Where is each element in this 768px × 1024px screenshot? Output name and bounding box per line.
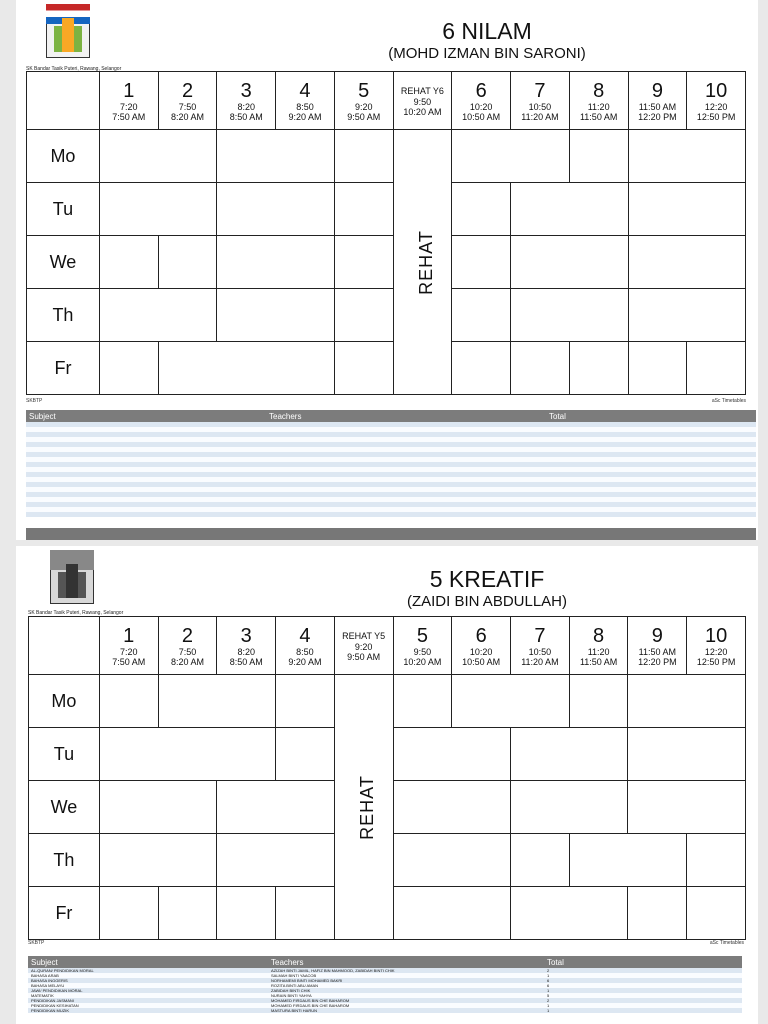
lesson-cell bbox=[217, 887, 276, 940]
subject-summary-table bbox=[26, 410, 756, 517]
timetable-page-6-nilam bbox=[16, 0, 758, 540]
lesson-cell bbox=[158, 887, 217, 940]
lesson-cell bbox=[99, 236, 158, 289]
lesson-cell bbox=[393, 887, 510, 940]
lesson-cell bbox=[217, 183, 334, 236]
rehat-column: REHAT bbox=[334, 675, 393, 940]
day-label: Mo bbox=[27, 130, 100, 183]
lesson-cell bbox=[99, 887, 158, 940]
period-2-header: 2 7:50 8:20 AM bbox=[158, 72, 217, 130]
table-row: PENDIDIKAN MUZIK MASTURA BINTI HARUN 1 bbox=[28, 1008, 742, 1013]
rehat-header: REHAT Y6 9:50 10:20 AM bbox=[393, 72, 452, 130]
period-5-header: 5 9:20 9:50 AM bbox=[334, 72, 393, 130]
lesson-cell bbox=[628, 183, 745, 236]
lesson-cell bbox=[452, 289, 511, 342]
period-3-header: 3 8:20 8:50 AM bbox=[217, 72, 276, 130]
class-teacher: (MOHD IZMAN BIN SARONI) bbox=[388, 45, 586, 62]
period-10-header: 10 12:20 12:50 PM bbox=[687, 72, 746, 130]
lesson-cell bbox=[452, 675, 569, 728]
corner-cell bbox=[27, 72, 100, 130]
lesson-cell bbox=[276, 728, 335, 781]
lesson-cell bbox=[158, 342, 334, 395]
lesson-cell bbox=[99, 781, 216, 834]
lesson-cell bbox=[511, 781, 628, 834]
lesson-cell bbox=[687, 887, 746, 940]
lesson-cell bbox=[628, 130, 745, 183]
lesson-cell bbox=[334, 183, 393, 236]
footer-right: aSc Timetables bbox=[709, 940, 744, 946]
period-6-header: 6 10:20 10:50 AM bbox=[452, 617, 511, 675]
lesson-cell bbox=[217, 834, 334, 887]
period-6-header: 6 10:20 10:50 AM bbox=[452, 72, 511, 130]
lesson-cell bbox=[628, 781, 746, 834]
lesson-cell bbox=[511, 183, 628, 236]
day-row-th bbox=[27, 289, 746, 342]
period-5-header: 5 9:50 10:20 AM bbox=[393, 617, 452, 675]
day-label: Fr bbox=[29, 887, 100, 940]
table-row: BAHASA MELAYU ROZITA BINTI ABU AMAN 6 bbox=[28, 983, 742, 988]
day-row-we bbox=[27, 236, 746, 289]
period-9-header: 9 11:50 AM 12:20 PM bbox=[628, 617, 687, 675]
lesson-cell bbox=[393, 834, 510, 887]
rehat-header: REHAT Y5 9:20 9:50 AM bbox=[334, 617, 393, 675]
lesson-cell bbox=[217, 130, 334, 183]
lesson-cell bbox=[511, 289, 628, 342]
timetable-grid bbox=[26, 71, 746, 395]
period-header-row bbox=[27, 72, 746, 130]
lesson-cell bbox=[452, 342, 511, 395]
day-row-tu bbox=[27, 183, 746, 236]
class-title bbox=[216, 566, 758, 610]
lesson-cell bbox=[99, 834, 216, 887]
lesson-cell bbox=[276, 675, 335, 728]
day-label: Tu bbox=[29, 728, 100, 781]
lesson-cell bbox=[334, 289, 393, 342]
lesson-cell bbox=[99, 342, 158, 395]
table-row: JAWI/ PENDIDIKAN MORAL ZABIDAH BINTI CHIK 1 bbox=[28, 988, 742, 993]
lesson-cell bbox=[99, 130, 216, 183]
summary-footer-bar bbox=[26, 528, 756, 540]
day-row-fr bbox=[27, 342, 746, 395]
lesson-cell bbox=[334, 342, 393, 395]
lesson-cell bbox=[393, 675, 452, 728]
lesson-cell bbox=[687, 342, 746, 395]
footer-left: SKBTP bbox=[28, 940, 45, 946]
teachers-header: Teachers bbox=[268, 956, 544, 968]
lesson-cell bbox=[452, 130, 569, 183]
lesson-cell bbox=[334, 130, 393, 183]
table-row: BAHASA ARAB SALMAH BINTI YAACOB 1 bbox=[28, 973, 742, 978]
subject-header: Subject bbox=[28, 956, 268, 968]
table-row: PENDIDIKAN KESIHATAN MOHAMED FIRDAUS BIN CHE BAHAROM 1 bbox=[28, 1003, 742, 1008]
period-8-header: 8 11:20 11:50 AM bbox=[569, 72, 628, 130]
lesson-cell bbox=[393, 781, 510, 834]
lesson-cell bbox=[99, 289, 216, 342]
lesson-cell bbox=[628, 236, 745, 289]
lesson-cell bbox=[628, 289, 745, 342]
lesson-cell bbox=[99, 728, 275, 781]
class-title bbox=[216, 18, 758, 62]
rehat-column: REHAT bbox=[393, 130, 452, 395]
lesson-cell bbox=[158, 675, 275, 728]
period-header-row bbox=[29, 617, 746, 675]
lesson-cell bbox=[511, 236, 628, 289]
class-name: 5 KREATIF bbox=[429, 566, 545, 592]
table-row: BAHASA INGGERIS NORHAMEMI BINTI MOHAMED BAKRI 6 bbox=[28, 978, 742, 983]
lesson-cell bbox=[569, 675, 628, 728]
lesson-cell bbox=[511, 342, 570, 395]
lesson-cell bbox=[511, 728, 628, 781]
day-label: Mo bbox=[29, 675, 100, 728]
period-9-header: 9 11:50 AM 12:20 PM bbox=[628, 72, 687, 130]
day-label: Fr bbox=[27, 342, 100, 395]
period-8-header: 8 11:20 11:50 AM bbox=[569, 617, 628, 675]
lesson-cell bbox=[687, 834, 746, 887]
period-3-header: 3 8:20 8:50 AM bbox=[217, 617, 276, 675]
class-name: 6 NILAM bbox=[442, 18, 532, 44]
timetable-page-5-kreatif bbox=[16, 546, 758, 1024]
subject-summary-table bbox=[28, 956, 742, 1013]
lesson-cell bbox=[452, 183, 511, 236]
lesson-cell bbox=[511, 834, 570, 887]
table-row: MATEMATIK NURAIN BINTI YAHYA 5 bbox=[28, 993, 742, 998]
lesson-cell bbox=[569, 130, 628, 183]
lesson-cell bbox=[393, 728, 510, 781]
lesson-cell bbox=[452, 236, 511, 289]
period-10-header: 10 12:20 12:50 PM bbox=[687, 617, 746, 675]
lesson-cell bbox=[158, 236, 217, 289]
day-label: Th bbox=[27, 289, 100, 342]
lesson-cell bbox=[569, 342, 628, 395]
total-header: Total bbox=[544, 956, 742, 968]
school-name: SK Bandar Tasik Puteri, Rawang, Selangor bbox=[26, 66, 122, 72]
day-label: Tu bbox=[27, 183, 100, 236]
class-teacher: (ZAIDI BIN ABDULLAH) bbox=[406, 593, 568, 610]
lesson-cell bbox=[217, 236, 334, 289]
period-1-header: 1 7:20 7:50 AM bbox=[99, 617, 158, 675]
lesson-cell bbox=[276, 887, 335, 940]
lesson-cell bbox=[99, 675, 158, 728]
table-row: AL-QURAN/ PENDIDIKAN MORAL AZIZAH BINTI JAMIL, HAFIZ BIN MAHMOOD, ZABIDAH BINTI CHIK 2 bbox=[28, 968, 742, 973]
lesson-cell bbox=[569, 834, 686, 887]
day-label: We bbox=[27, 236, 100, 289]
total-header: Total bbox=[546, 410, 756, 422]
corner-cell bbox=[29, 617, 100, 675]
table-row: PENDIDIKAN JASMANI MOHAMED FIRDAUS BIN CHE BAHAROM 2 bbox=[28, 998, 742, 1003]
footer-left: SKBTP bbox=[26, 398, 43, 404]
lesson-cell bbox=[217, 289, 334, 342]
period-7-header: 7 10:50 11:20 AM bbox=[511, 617, 570, 675]
period-2-header: 2 7:50 8:20 AM bbox=[158, 617, 217, 675]
day-row-mo bbox=[29, 675, 746, 728]
subject-header: Subject bbox=[26, 410, 266, 422]
lesson-cell bbox=[628, 342, 687, 395]
school-logo bbox=[50, 550, 94, 604]
teachers-header: Teachers bbox=[266, 410, 546, 422]
period-1-header: 1 7:20 7:50 AM bbox=[99, 72, 158, 130]
lesson-cell bbox=[628, 675, 746, 728]
lesson-cell bbox=[628, 887, 687, 940]
school-logo bbox=[46, 4, 90, 58]
lesson-cell bbox=[511, 887, 628, 940]
day-label: Th bbox=[29, 834, 100, 887]
period-4-header: 4 8:50 9:20 AM bbox=[276, 617, 335, 675]
lesson-cell bbox=[99, 183, 216, 236]
timetable-grid bbox=[28, 616, 746, 940]
lesson-cell bbox=[334, 236, 393, 289]
day-row-mo bbox=[27, 130, 746, 183]
footer-right: aSc Timetables bbox=[711, 398, 746, 404]
period-7-header: 7 10:50 11:20 AM bbox=[511, 72, 570, 130]
school-name: SK Bandar Tasik Puteri, Rawang, Selangor bbox=[28, 610, 124, 616]
period-4-header: 4 8:50 9:20 AM bbox=[276, 72, 335, 130]
day-label: We bbox=[29, 781, 100, 834]
lesson-cell bbox=[628, 728, 746, 781]
lesson-cell bbox=[217, 781, 334, 834]
